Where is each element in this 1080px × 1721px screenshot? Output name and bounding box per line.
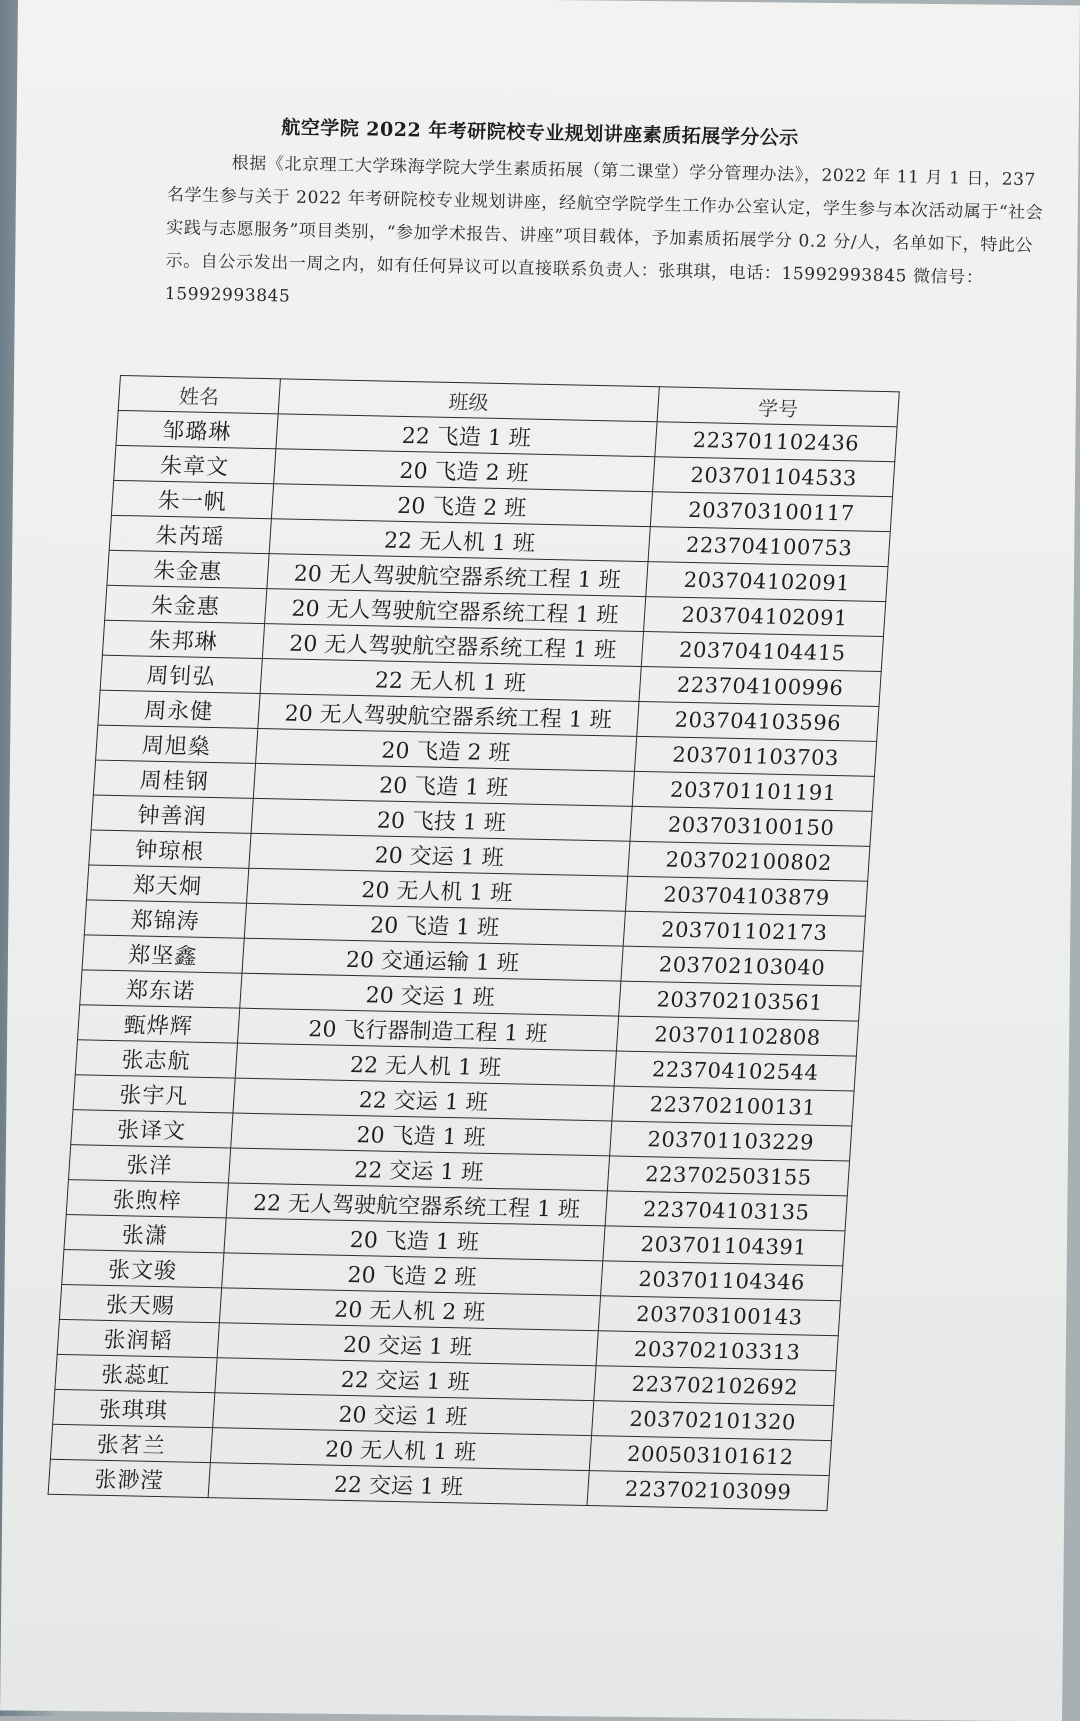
id-cell: 203701103229 [610,1121,852,1161]
class-cell: 22 无人驾驶航空器系统工程 1 班 [226,1183,608,1226]
name-cell: 朱芮瑶 [109,515,271,553]
class-cell: 20 交通运输 1 班 [242,938,624,981]
class-cell: 20 飞造 2 班 [221,1253,603,1296]
class-cell: 20 无人驾驶航空器系统工程 1 班 [258,693,640,736]
document-title: 航空学院 2022 年考研院校专业规划讲座素质拓展学分公示 [280,116,799,150]
name-cell: 张茗兰 [50,1424,212,1462]
class-cell: 22 交运 1 班 [228,1148,610,1191]
id-cell: 203704103879 [626,876,868,916]
student-table-wrapper [48,375,900,1511]
class-cell: 20 飞造 1 班 [224,1218,606,1261]
class-cell: 20 无人机 2 班 [219,1288,601,1331]
header-name: 姓名 [118,376,280,414]
name-cell: 郑东诺 [80,970,242,1008]
class-cell: 20 飞造 1 班 [230,1113,612,1156]
header-id: 学号 [657,387,899,427]
id-cell: 203702100802 [628,841,870,881]
id-cell: 203704102091 [646,562,888,602]
class-cell: 20 飞行器制造工程 1 班 [237,1008,619,1051]
id-cell: 223704100996 [639,666,881,706]
name-cell: 甄烨辉 [78,1005,240,1043]
class-cell: 22 交运 1 班 [233,1078,615,1121]
class-cell: 20 飞造 1 班 [244,903,626,946]
class-cell: 20 无人驾驶航空器系统工程 1 班 [267,554,649,597]
name-cell: 张洋 [68,1145,230,1183]
table-body [48,410,897,1510]
id-cell: 203704103596 [637,701,879,741]
class-cell: 22 无人机 1 班 [269,519,651,562]
id-cell: 203703100117 [650,492,892,532]
id-cell: 203704104415 [641,632,883,672]
id-cell: 223704102544 [614,1051,856,1091]
name-cell: 张蕊虹 [55,1354,217,1392]
name-cell: 张琪琪 [53,1389,215,1427]
id-cell: 203701102808 [617,1016,859,1056]
id-cell: 223702503155 [607,1156,849,1196]
name-cell: 张潇 [64,1215,226,1253]
name-cell: 周旭燊 [96,725,258,763]
class-cell: 22 交运 1 班 [208,1463,590,1506]
id-cell: 223704103135 [605,1191,847,1231]
name-cell: 钟琼根 [89,830,251,868]
id-cell: 203701104391 [603,1226,845,1266]
id-cell: 203701104346 [601,1261,843,1301]
class-cell: 20 交运 1 班 [212,1393,594,1436]
id-cell: 200503101612 [589,1436,831,1476]
name-cell: 张宇凡 [73,1075,235,1113]
id-cell: 223702102692 [594,1366,836,1406]
name-cell: 郑天炯 [87,865,249,903]
class-cell: 20 交运 1 班 [217,1323,599,1366]
name-cell: 张润韬 [57,1319,219,1357]
name-cell: 张译文 [71,1110,233,1148]
class-cell: 20 无人机 1 班 [210,1428,592,1471]
id-cell: 203701102173 [623,911,865,951]
id-cell: 203702103561 [619,981,861,1021]
class-cell: 20 飞造 2 班 [273,449,655,492]
class-cell: 20 飞技 1 班 [251,798,633,841]
class-cell: 20 飞造 2 班 [255,728,637,771]
id-cell: 223702103099 [587,1471,829,1511]
notice-paragraph [165,146,1058,330]
id-cell: 203702101320 [592,1401,834,1441]
class-cell: 20 交运 1 班 [239,973,621,1016]
name-cell: 钟善润 [91,795,253,833]
id-cell: 203703100150 [630,806,872,846]
name-cell: 张志航 [75,1040,237,1078]
name-cell: 朱一帆 [111,480,273,518]
id-cell: 203701104533 [653,457,895,497]
name-cell: 郑锦涛 [84,900,246,938]
name-cell: 邹璐琳 [116,410,278,448]
name-cell: 朱邦琳 [102,620,264,658]
class-cell: 20 无人驾驶航空器系统工程 1 班 [262,624,644,667]
name-cell: 张文骏 [62,1250,224,1288]
name-cell: 朱章文 [114,445,276,483]
id-cell: 203701103703 [635,736,877,776]
class-cell: 22 交运 1 班 [215,1358,597,1401]
class-cell: 22 无人机 1 班 [235,1043,617,1086]
name-cell: 朱金惠 [107,550,269,588]
name-cell: 朱金惠 [105,585,267,623]
class-cell: 22 飞造 1 班 [276,414,658,457]
class-cell: 20 飞造 2 班 [271,484,653,527]
id-cell: 203704102091 [644,597,886,637]
name-cell: 张渺滢 [48,1459,210,1497]
name-cell: 张煦梓 [66,1180,228,1218]
name-cell: 张天赐 [59,1284,221,1322]
name-cell: 周桂钢 [93,760,255,798]
id-cell: 203701101191 [632,771,874,811]
student-table [48,375,900,1511]
id-cell: 223701102436 [655,422,897,462]
id-cell: 223704100753 [648,527,890,567]
id-cell: 203702103040 [621,946,863,986]
name-cell: 周永健 [98,690,260,728]
notice-text: 根据《北京理工大学珠海学院大学生素质拓展（第二课堂）学分管理办法》，2022 年 11 月 1 日，237 名学生参与关于 2022 年考研院校专业规划讲座，经航空学院学生工作办公室认定，学生参与本次活动属于“社会实践与志愿服务”项目类别，“参加学术报告、讲座”项目载体，予加素质拓展学分 0.2 分/人，名单如下，特此公示。自公示发出一周之内，如有任何异议可以直接联系负责人：张琪琪，电话：15992993845 微信号：15992993845 [164,153,1044,307]
class-cell: 22 无人机 1 班 [260,659,642,702]
name-cell: 周钊弘 [100,655,262,693]
class-cell: 20 无人机 1 班 [246,868,628,911]
header-class: 班级 [278,379,660,422]
name-cell: 郑坚鑫 [82,935,244,973]
id-cell: 223702100131 [612,1086,854,1126]
class-cell: 20 无人驾驶航空器系统工程 1 班 [264,589,646,632]
class-cell: 20 飞造 1 班 [253,763,635,806]
class-cell: 20 交运 1 班 [249,833,631,876]
id-cell: 203702103313 [596,1331,838,1371]
id-cell: 203703100143 [598,1296,840,1336]
